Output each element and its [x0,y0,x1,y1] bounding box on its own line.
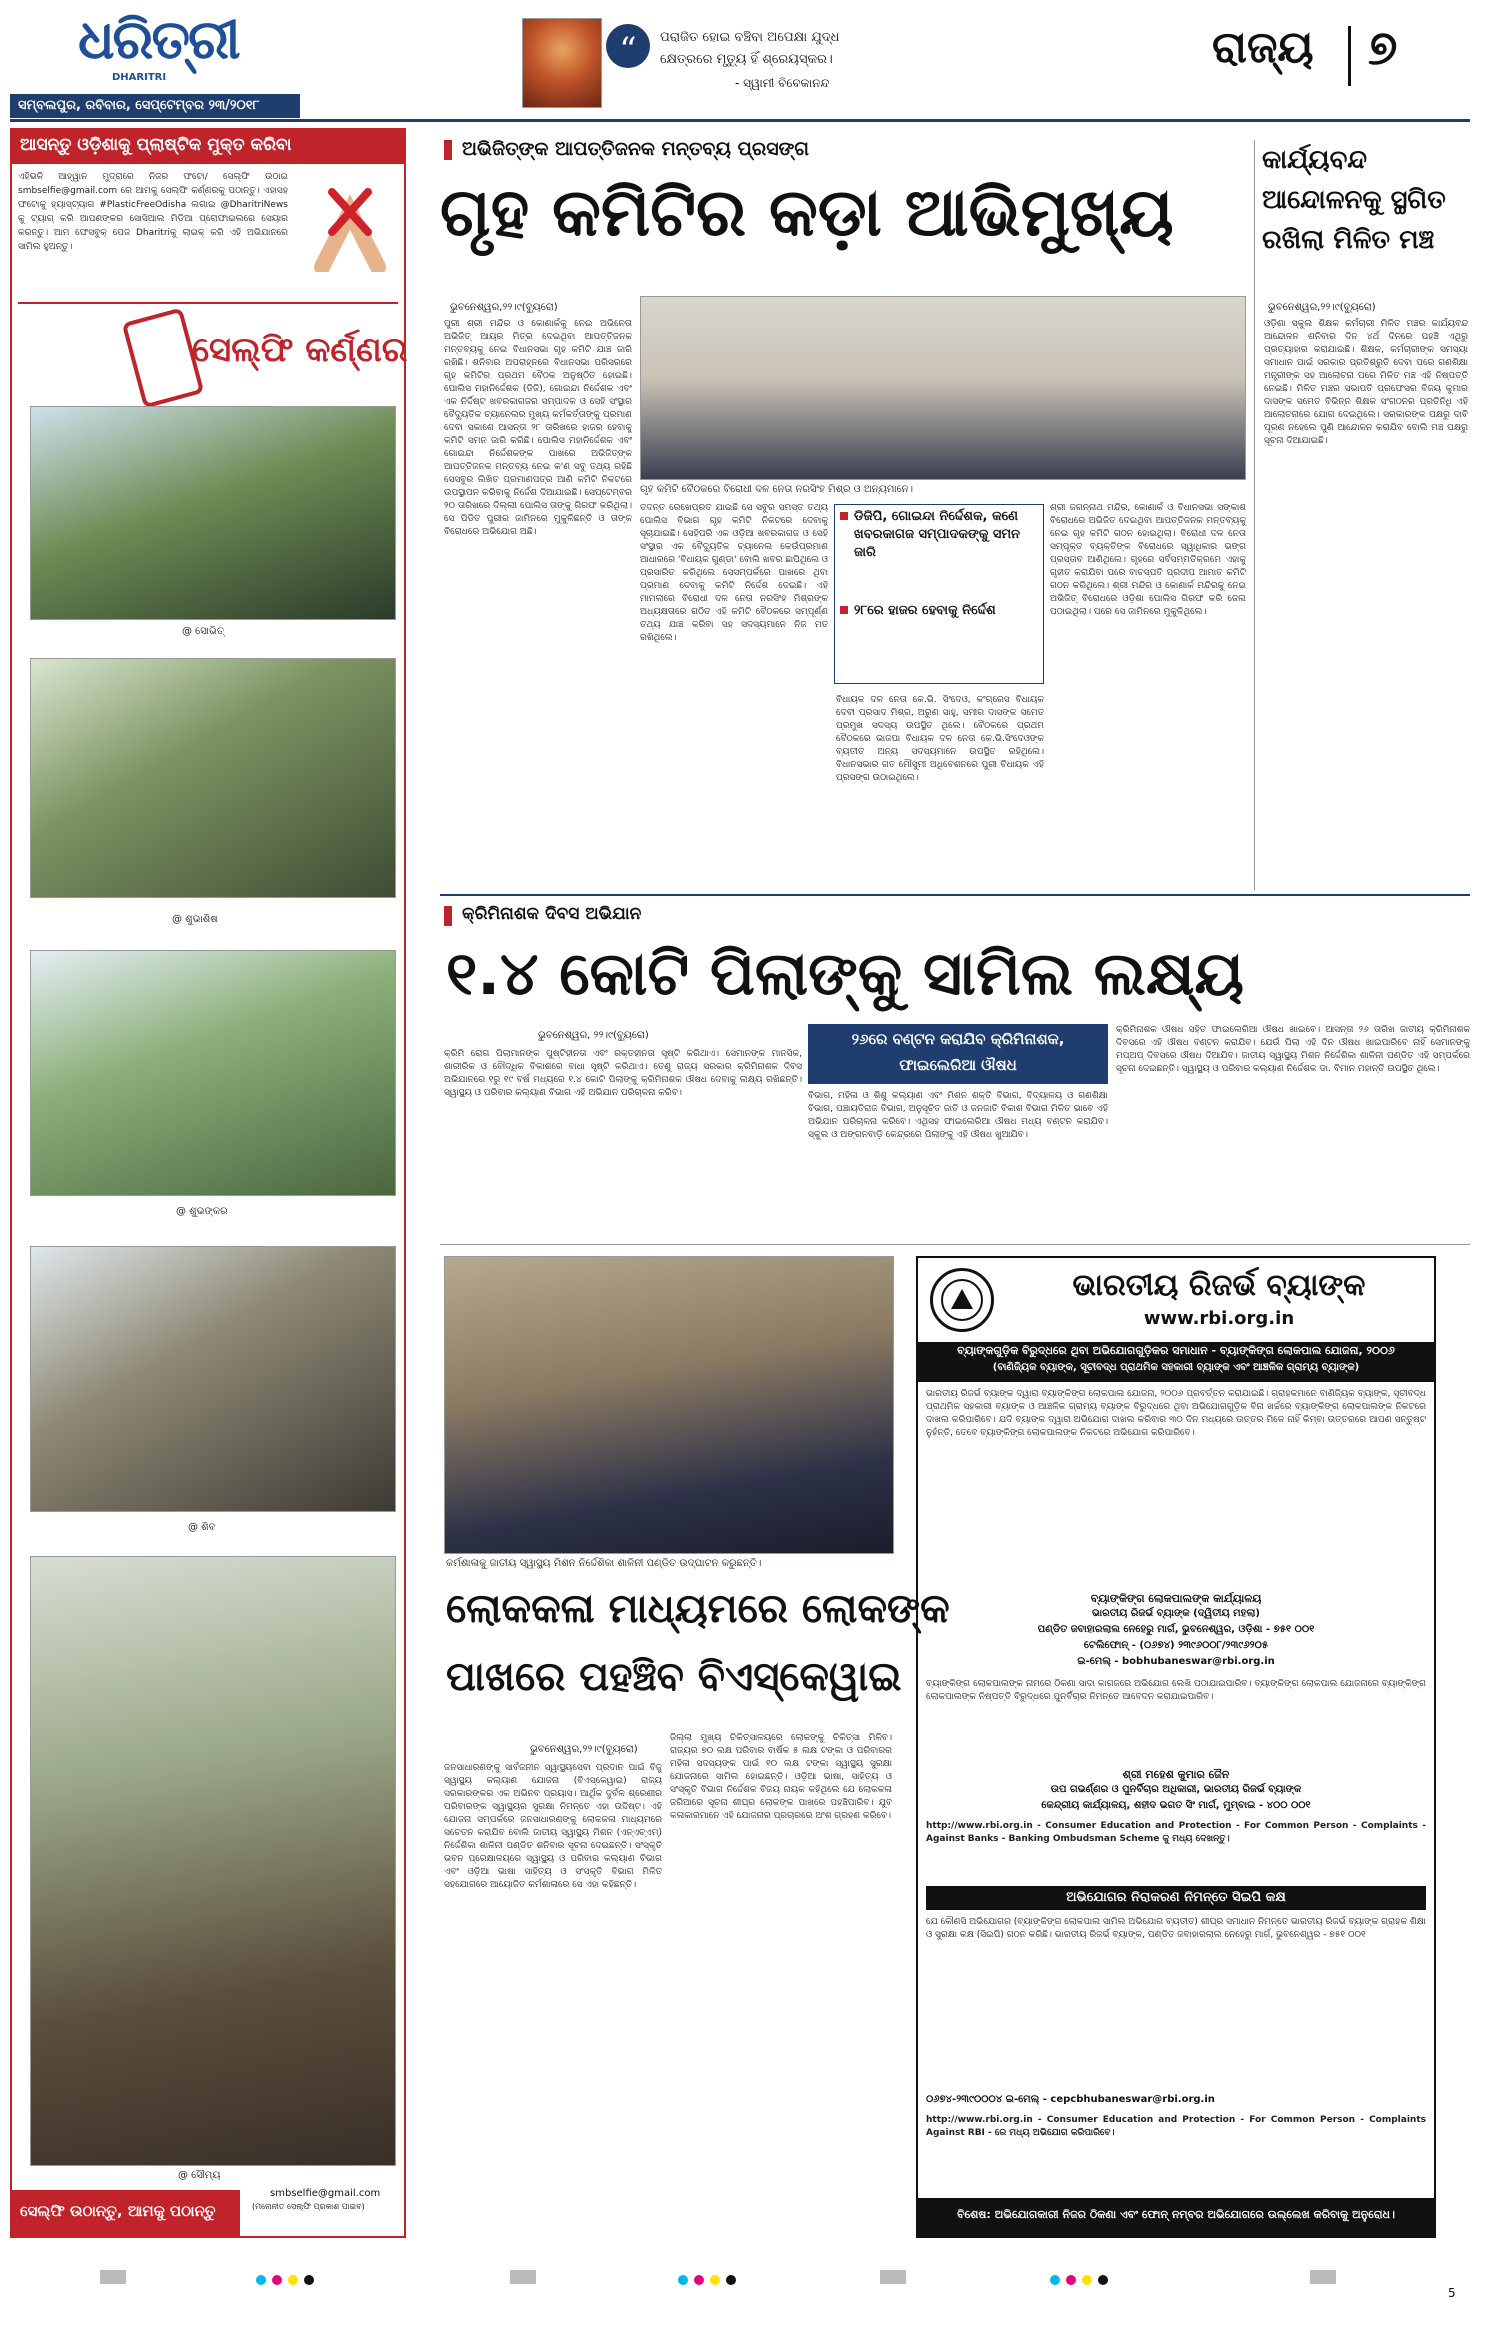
rbi-url: www.rbi.org.in [1143,1308,1295,1329]
story2-kicker-bar [444,906,452,926]
story1-photo-caption: ଗୃହ କମିଟି ବୈଠକରେ ବିରୋଧୀ ଦଳ ନେତା ନରସିଂହ ମିଶ୍ର ଓ ଅନ୍ୟମାନେ। [640,484,914,495]
rbi-subtitle-2: (ବାଣିଜ୍ୟିକ ବ୍ୟାଙ୍କ, ସୂଚୀବଦ୍ଧ ପ୍ରାଥମିକ ସହକାରୀ ବ୍ୟାଙ୍କ ଏବଂ ଆଞ୍ଚଳିକ ଗ୍ରାମ୍ୟ ବ୍ୟାଙ୍କ) [992,1362,1360,1373]
print-color-dots-2 [678,2270,742,2289]
rbi-office-phone: ଟେଲିଫୋନ୍ - (୦୬୭୪) ୨୩୯୬୦୦୮/୨୩୯୬୨୦୫ [1083,1640,1269,1651]
story1-col4: ଶ୍ରୀ ଜଗନ୍ନାଥ ମନ୍ଦିର, କୋଣାର୍କ ଓ ବିଧାନସଭା ସଙ୍କାଶ ବିରୋଧରେ ଅଭିଜିତ ଦେଇଥିବା ଆପତ୍ତିଜନକ ମନ୍ତବ୍ୟକୁ ନେଇ ଗୃହ କମିଟି ଗଠନ ହୋଇଥିଲା। ବିରୋଧୀ ଦଳ ନେତା ସମ୍ପୃକ୍ତ ବ୍ୟକ୍ତିଙ୍କ ବିରୋଧରେ ସ୍ୱାଧିକାର ଭଙ୍ଗ ପ୍ରସ୍ତାବ ଆଣିଥିଲେ। ଗୃହରେ ସର୍ବସମ୍ମତିକ୍ରମେ ଏହାକୁ ଗୃହୀତ କରାଯିବା ପରେ ବାଚସ୍ପତି ପ୍ରଦୀପ ଆମାତ କମିଟି ଗଠନ କରିଥିଲେ। ଶ୍ରୀ ମନ୍ଦିର ଓ କୋଣାର୍କ ମନ୍ଦିରକୁ ନେଇ ଅଭିଜିତ୍ ବିରୋଧରେ ଓଡ଼ିଶା ପୋଲିସ ଗିରଫ କରି ଜେଲ ପଠାଇଥିଲା। ପରେ ସେ ଜାମିନରେ ମୁକୁଳିଥିଲେ। [1050,503,1246,617]
rbi-officer-title: ଉପ ଗଭର୍ଣ୍ଣର ଓ ପୁନର୍ବିଚାର ଅଧିକାରୀ, ଭାରତୀୟ ରିଜର୍ଭ ବ୍ୟାଙ୍କ [1050,1784,1302,1795]
story2-highlight-2: ଫାଇଲେରିଆ ଔଷଧ [899,1056,1017,1074]
print-footer [0,2260,1500,2320]
masthead [0,0,1500,120]
sidebar-header-rule [18,302,398,304]
selfie-caption-5: @ ସୌମ୍ୟ [178,2170,221,2181]
rbi-office-addr: ପଣ୍ଡିତ ଜବାହାରଲାଲ ନେହେରୁ ମାର୍ଗ, ଭୁବନେଶ୍ୱର, ଓଡ଼ିଶା - ୭୫୧ ୦୦୧ [1037,1624,1315,1635]
rbi-cell-text: ଯେ କୌଣସି ଅଭିଯୋଗର (ବ୍ୟାଙ୍କିଙ୍ଗ ଲୋକପାଲ ସାମିଲ ଅଭିଯୋଗ ବ୍ୟତୀତ) ଶୀଘ୍ର ସମାଧାନ ନିମନ୍ତେ ଭାରତୀୟ ରିଜର୍ଭ ବ୍ୟାଙ୍କ ଗ୍ରାହକ ଶିକ୍ଷା ଓ ସୁରକ୍ଷା କକ୍ଷ (ସିଇପି) ଗଠନ କରିଛି। ଭାରତୀୟ ରିଜର୍ଭ ବ୍ୟାଙ୍କ, ପଣ୍ଡିତ ଜବାହାରଲାଲ ନେହେରୁ ମାର୍ଗ, ଭୁବନେଶ୍ୱର - ୭୫୧ ୦୦୧ [926,1917,1426,1940]
print-page-number: 5 [1448,2286,1456,2300]
story1-point-2: ୨୮ରେ ହାଜର ହେବାକୁ ନିର୍ଦ୍ଦେଶ [854,603,996,618]
selfie-caption-4: @ ଶିବ [188,1522,216,1533]
selfie-photo-1 [30,406,396,620]
sidebar-footer-note: (ମନୋନୀତ ସେଲ୍ଫି ପ୍ରକାଶ ପାଇବ) [252,2202,365,2211]
rbi-office-email[interactable]: ଇ-ମେଲ୍ - bobhubaneswar@rbi.org.in [1077,1656,1275,1667]
rbi-title: ଭାରତୀୟ ରିଜର୍ଭ ବ୍ୟାଙ୍କ [1072,1268,1366,1303]
print-color-dots-3 [1050,2270,1114,2289]
sidebar-banner-text: ଏହିଭଳି ଆହ୍ୱାନ ମୁଦ୍ରାରେ ନିଜର ଫଟୋ/ ସେଲ୍ଫି ଉଠାଇ smbselfie@gmail.com ରେ ଆମକୁ ସେଲ୍ଫି କର୍ଣ୍ଣରକୁ ପଠାନ୍ତୁ। ଏହାସହ ଫଟୋକୁ ହ୍ୟାସ୍‌ଟ୍ୟାଗ #PlasticFreeOdisha ଲଗାଇ @DharitriNews କୁ ଟ୍ୟାଗ୍ କରି ଆପଣଙ୍କର ସୋସିଆଲ ମିଡିଆ ପ୍ରୋଫାଇଲରେ ସେୟାର କରନ୍ତୁ। ଆମ ଫେସବୁକ୍ ପେଜ Dharitriକୁ ଲାଇକ୍ କରି ଏହି ଅଭିଯାନରେ ସାମିଲ ହୁଅନ୍ତୁ। [18,172,288,252]
rbi-intro: ଭାରତୀୟ ରିଜର୍ଭ ବ୍ୟାଙ୍କ ଦ୍ୱାରା ବ୍ୟାଙ୍କିଙ୍ଗ ଲୋକପାଲ ଯୋଜନା, ୨୦୦୬ ପ୍ରବର୍ତ୍ତନ କରାଯାଇଛି। ଗ୍ରାହକମାନେ ବାଣିଜ୍ୟିକ ବ୍ୟାଙ୍କ, ସୂଚୀବଦ୍ଧ ପ୍ରାଥମିକ ସହକାରୀ ବ୍ୟାଙ୍କ ଓ ଆଞ୍ଚଳିକ ଗ୍ରାମ୍ୟ ବ୍ୟାଙ୍କ ବିରୁଦ୍ଧରେ ଥିବା ଅଭିଯୋଗଗୁଡ଼ିକ ବିନା ଖର୍ଚ୍ଚରେ ବ୍ୟାଙ୍କିଙ୍ଗ ଲୋକପାଲଙ୍କ ନିକଟରେ ଦାଖଲ କରିପାରିବେ। ଯଦି ବ୍ୟାଙ୍କ ଦ୍ୱାରା ଅଭିଯୋଗ ଦାଖଲ କରିବାର ୩୦ ଦିନ ମଧ୍ୟରେ ଉତ୍ତର ମିଳେ ନାହିଁ କିମ୍ବା ଉତ୍ତରରେ ଆପଣ ସନ୍ତୁଷ୍ଟ ନୁହଁନ୍ତି, ତେବେ ବ୍ୟାଙ୍କିଙ୍ଗ ଲୋକପାଲଙ୍କ ନିକଟରେ ଅଭିଯୋଗ କରିପାରିବେ। [926,1389,1426,1438]
story1-bottom-rule [440,894,1470,896]
story2-dateline: ଭୁବନେଶ୍ୱର, ୨୨।୯(ବ୍ୟୁରୋ) [538,1030,649,1041]
story1-headline: ଗୃହ କମିଟିର କଡ଼ା ଆଭିମୁଖ୍ୟ [440,174,1174,251]
selfie-photo-5 [30,1556,396,2166]
story2-bottom-rule [440,1244,1470,1245]
story2-kicker: କ୍ରିମିନାଶକ ଦିବସ ଅଭିଯାନ [462,904,642,924]
rbi-officer-addr: କେନ୍ଦ୍ରୀୟ କାର୍ଯ୍ୟାଳୟ, ଶହୀଦ ଭଗତ ସିଂ ମାର୍ଗ, ମୁମ୍ବାଇ - ୪୦୦ ୦୦୧ [1041,1800,1311,1811]
vivekananda-portrait [522,18,602,108]
rbi-footer: ବିଶେଷ: ଅଭିଯୋଗକାରୀ ନିଜର ଠିକଣା ଏବଂ ଫୋନ୍ ନମ୍ବର ଅଭିଯୋଗରେ ଉଲ୍ଲେଖ କରିବାକୁ ଅନୁରୋଧ। [957,2208,1395,2221]
story1-point-marker-1 [840,512,848,520]
story2-col2: ବିଭାଗ, ମହିଳା ଓ ଶିଶୁ କଲ୍ୟାଣ ଏବଂ ମିଶନ ଶକ୍ତି ବିଭାଗ, ବିଦ୍ୟାଳୟ ଓ ଗଣଶିକ୍ଷା ବିଭାଗ, ପଞ୍ଚାୟତିରାଜ ବିଭାଗ, ଅନୁସୂଚିତ ଜାତି ଓ ଜନଜାତି ବିକାଶ ବିଭାଗ ମିଳିତ ଭାବେ ଏହି ଅଭିଯାନ ପରିଚାଳନା କରିବେ। ଏଥିସହ ଫାଇଲେରିଆ ଔଷଧ ମଧ୍ୟ ବଣ୍ଟନ କରାଯିବ। ସ୍କୁଲ ଓ ଅଙ୍ଗନବାଡ଼ି କେନ୍ଦ୍ରରେ ପିଲାଙ୍କୁ ଏହି ଔଷଧ ଖୁଆଯିବ। [808,1091,1108,1140]
print-grey-mark-4 [1310,2270,1336,2284]
story3-photo [444,1256,894,1554]
print-grey-mark-3 [880,2270,906,2284]
selfie-caption-2: @ ଶୁଭାଶିଷ [172,914,218,925]
sidebar-footer-email: smbselfie@gmail.com [270,2188,381,2199]
story1-point-1: ଡିଜିପି, ଗୋଇନ୍ଦା ନିର୍ଦ୍ଦେଶକ, କଣେ ଖବରକାଗଜ ସମ୍ପାଦକଙ୍କୁ ସମନ ଜାରି [854,509,1021,560]
logo-sub: DHARITRI [112,72,167,83]
rbi-office-sub: ଭାରତୀୟ ରିଜର୍ଭ ବ୍ୟାଙ୍କ (ଦ୍ୱିତୀୟ ମହଲା) [1092,1608,1260,1619]
side-story-divider [1254,140,1255,890]
page-number: ୭ [1368,20,1398,76]
rbi-cell-contact[interactable]: ୦୬୭୪-୨୩୯୦୦୦୪ ଇ-ମେଲ୍ - cepcbhubaneswar@rbi.org.in [926,2094,1215,2105]
selfie-photo-4 [30,1246,396,1512]
page-number-divider [1348,26,1351,86]
quote-icon: “ [606,24,650,68]
sidebar [10,128,406,2238]
side-story-text: ଓଡ଼ିଶା ସ୍କୁଲ ଶିକ୍ଷକ କର୍ମଚାରୀ ମିଳିତ ମଞ୍ଚର କାର୍ଯ୍ୟବନ୍ଦ ଆନ୍ଦୋଳନ ଶନିବାର ଦିନ ୪ର୍ଥ ଦିନରେ ପହଞ୍ଚି ଏଥିରୁ ପ୍ରତ୍ୟାହାର କରାଯାଇଛି। ଶିକ୍ଷକ, କର୍ମଚାରୀଙ୍କ ସମସ୍ୟା ସମାଧାନ ପାଇଁ ସରକାର ପ୍ରତିଶ୍ରୁତି ଦେବା ପରେ ଗଣଶିକ୍ଷା ମନ୍ତ୍ରୀଙ୍କ ସହ ଆଲୋଚନା ପରେ ମିଳିତ ମଞ୍ଚ ଏହି ନିଷ୍ପତ୍ତି ନେଇଛି। ମିଳିତ ମଞ୍ଚର ସଭାପତି ପ୍ରଫେସର ବିଜୟ କୁମାର ଦାସଙ୍କ ସମେତ ବିଭିନ୍ନ ଶିକ୍ଷକ ସଂଗଠନର ପ୍ରତିନିଧି ଏହି ଆଲୋଚନାରେ ଯୋଗ ଦେଇଥିଲେ। ସରକାରଙ୍କ ପକ୍ଷରୁ ଦାବି ପୂରଣ ନହେଲେ ପୁଣି ଆନ୍ଦୋଳନ କରାଯିବ ବୋଲି ମଞ୍ଚ ପକ୍ଷରୁ ସୂଚନା ଦିଆଯାଇଛି। [1264,319,1468,446]
story1-col1: ପୁରୀ ଶ୍ରୀ ମନ୍ଦିର ଓ କୋଣାର୍କକୁ ନେଇ ଅଭିନେତା ଅଭିଜିତ୍ ଆୟର ମିତ୍ର ଦେଇଥିବା ଆପତ୍ତିଜନକ ମନ୍ତବ୍ୟକୁ ନେଇ ବିଧାନସଭା ଗୃହ କମିଟି ଯାଞ୍ଚ ଜାରି ରଖିଛି। ଶନିବାର ଅପରାହ୍ନରେ ବିଧାନସଭା ପରିସରରେ ଗୃହ କମିଟିର ପ୍ରଥମ ବୈଠକ ଅନୁଷ୍ଠିତ ହୋଇଛି। ପୋଲିସ ମହାନିର୍ଦ୍ଦେଶକ (ଡିଜି), ଗୋଇନ୍ଦା ନିର୍ଦ୍ଦେଶକ ଏବଂ ଏକ ନିର୍ଦ୍ଦିଷ୍ଟ ଖବରକାଗଜର ସମ୍ପାଦକ ଓ ସେହି ସଂସ୍ଥାର ବୈଦ୍ୟୁତିକ ଚ୍ୟାନେଲର ମୁଖ୍ୟ କର୍ମକର୍ତ୍ତାଙ୍କୁ ପ୍ରମାଣ ଦେବା ସକାଶେ ଆସନ୍ତା ୨୮ ତାରିଖରେ ହାଜର ହେବାକୁ କମିଟି ସମନ ଜାରି କରିଛି। ପୋଲିସ ମହାନିର୍ଦ୍ଦେଶକ ଏବଂ ଗୋଇନ୍ଦା ନିର୍ଦ୍ଦେଶକଙ୍କ ପାଖରେ ଅଭିଜିତ୍‌ଙ୍କ ଆପତ୍ତିଜନକ ମନ୍ତବ୍ୟ ନେଇ କ'ଣ ସବୁ ତଥ୍ୟ ରହିଛି ସେସବୁର ଲିଖିତ ପ୍ରମାଣପତ୍ର ଆଣି କମିଟି ନିକଟରେ ଉପସ୍ଥାପନ କରିବାକୁ ନିର୍ଦ୍ଦେଶ ଦିଆଯାଇଛି। ସେପ୍ଟେମ୍ବର ୨୦ ତାରିଖରେ ଦିଲ୍ଲୀ ପୋଲିସ ତାଙ୍କୁ ଗିରଫ କରିଥିଲା। ସେ ପିଡିତ ପୁରୀର ଜାମିନରେ ମୁକୁଳିଛନ୍ତି ଓ ତାଙ୍କ ବିରୋଧରେ ଅଭିଯୋଗ ଅଛି। [444,319,632,537]
print-color-dots-1 [256,2270,320,2289]
story1-kicker: ଅଭିଜିତ୍‌ଙ୍କ ଆପତ୍ତିଜନକ ମନ୍ତବ୍ୟ ପ୍ରସଙ୍ଗ [462,138,810,160]
sidebar-banner-title: ଆସନ୍ତୁ ଓଡ଼ିଶାକୁ ପ୍ଲାଷ୍ଟିକ ମୁକ୍ତ କରିବା [20,135,292,155]
fingers-icon [302,172,398,272]
sidebar-footer-cta: ସେଲ୍ଫି ଉଠାନ୍ତୁ, ଆମକୁ ପଠାନ୍ତୁ [20,2202,216,2220]
rbi-body-2: ବ୍ୟାଙ୍କିଙ୍ଗ ଲୋକପାଲଙ୍କ ନାମରେ ଠିକଣା ସାଦା କାଗଜରେ ଅଭିଯୋଗ ଲେଖି ପଠାଯାଇପାରିବ। ବ୍ୟାଙ୍କିଙ୍ଗ ଲୋକପାଲ ଯୋଜନାରେ ବ୍ୟାଙ୍କିଙ୍ଗ ଲୋକପାଲଙ୍କ ନିଷ୍ପତ୍ତି ବିରୁଦ୍ଧରେ ପୁନର୍ବିଚାର ନିମନ୍ତେ ଆବେଦନ କରାଯାଇପାରିବ। [926,1679,1426,1702]
story2-col3: କ୍ରିମିନାଶକ ଔଷଧ ସହିତ ଫାଇଲେରିଆ ଔଷଧ ଖାଇବେ। ଆସନ୍ତା ୨୬ ତାରିଖ ଜାତୀୟ କ୍ରିମିନାଶକ ଦିବସରେ ଏହି ଔଷଧ ବଣ୍ଟନ କରାଯିବ। ଯେଉଁ ପିଲା ଏହି ଦିନ ଔଷଧ ଖାଇପାରିବେ ନାହିଁ ସେମାନଙ୍କୁ ମପ୍‌ଅପ୍ ଦିବସରେ ଔଷଧ ଦିଆଯିବ। ଜାତୀୟ ସ୍ୱାସ୍ଥ୍ୟ ମିଶନ ନିର୍ଦ୍ଦେଶିକା ଶାଳିନୀ ପଣ୍ଡିତ ଏହି ସମ୍ପର୍କରେ ସୂଚନା ଦେଇଛନ୍ତି। ସ୍ୱାସ୍ଥ୍ୟ ଓ ପରିବାର କଲ୍ୟାଣ ନିର୍ଦ୍ଦେଶକ ଡା. ବିମାନ ମହାନ୍ତି ଉପସ୍ଥିତ ଥିଲେ। [1116,1025,1470,1074]
masthead-rule [10,119,1470,122]
rbi-officer-name: ଶ୍ରୀ ମହେଶ କୁମାର ଜୈନ [1122,1768,1230,1781]
story1-col2: ତଦନ୍ତ ରେଖେପ୍ରତ ଯାଇଛି ସେ ସବୁର ସମସ୍ତ ତଥ୍ୟ ପୋଲିସ ବିଭାଗ ଗୃହ କମିଟି ନିକଟରେ ଦେବାକୁ ସୂଚାଯାଇଛି। ସେହିପରି ଏକ ଓଡ଼ିଆ ଖବରକାଗଜ ଓ ସେହି ସଂସ୍ଥାର ଏକ ବୈଦ୍ୟୁତିକ ଚ୍ୟାନେଲ କେଉଁପ୍ରମାଣ ଆଧାରରେ 'ବିଧାୟକ ଗୁଣ୍ଡା' ବୋଲି ଖବର ଛାପିଥିଲେ ଓ ପ୍ରସାରିତ କରିଥିଲେ ସେସମ୍ପର୍କରେ ପାଖରେ ଥିବା ପ୍ରମାଣ ଦେବାକୁ କମିଟି ନିର୍ଦ୍ଦେଶ ଦେଇଛି। ଏହି ମାମଲାରେ ବିରୋଧୀ ଦଳ ନେତା ନରସିଂହ ମିଶ୍ରଙ୍କ ଅଧ୍ୟକ୍ଷତାରେ ଗଠିତ ଏହି କମିଟି ବୈଠକରେ ସମ୍ପୂର୍ଣ୍ଣ ତଥ୍ୟ ଯାଞ୍ଚ କରିବା ସହ ସଦସ୍ୟମାନେ ନିଜ ମତ ରଖିଥିଲେ। [640,503,828,643]
quote-author: - ସ୍ୱାମୀ ବିବେକାନନ୍ଦ [735,76,830,90]
story1-col3: ବିଧାୟକ ଦଳ ନେତା କେ.ଭି. ସିଂଦେଓ, କଂଗ୍ରେସ ବିଧାୟକ ଦେବୀ ପ୍ରସାଦ ମିଶ୍ର, ଅରୁଣ ସାହୁ, ସମୀର ଦାସଙ୍କ ସମେତ ପ୍ରମୁଖ ସଦସ୍ୟ ଉପସ୍ଥିତ ଥିଲେ। ବୈଠକରେ ପ୍ରଥମ ବୈଠକରେ ଭାଜପା ବିଧାୟକ ଦଳ ନେତା କେ.ଭି.ସିଂଦେଓଙ୍କ ବ୍ୟତୀତ ଅନ୍ୟ ସଦସ୍ୟମାନେ ଉପସ୍ଥିତ ରହିଥିଲେ। ବିଧାନସଭାର ଗତ ମୌସୁମୀ ଅଧିବେଶନରେ ପୁରୀ ବିଧାୟକ ଏହି ପ୍ରସଙ୍ଗ ଉଠାଇଥିଲେ। [836,695,1044,783]
side-story-headline: କାର୍ଯ୍ୟବନ୍ଦ ଆନ୍ଦୋଳନକୁ ସ୍ଥଗିତ ରଖିଲା ମିଳିତ ମଞ୍ଚ [1262,145,1446,255]
story1-point-marker-2 [840,606,848,614]
rbi-office-heading: ବ୍ୟାଙ୍କିଙ୍ଗ ଲୋକପାଲଙ୍କ କାର୍ଯ୍ୟାଳୟ [1090,1592,1262,1605]
story3-col1: ଜନସାଧାରଣଙ୍କୁ ସାର୍ବଜନୀନ ସ୍ୱାସ୍ଥ୍ୟସେବା ପ୍ରଦାନ ପାଇଁ ବିଜୁ ସ୍ୱାସ୍ଥ୍ୟ କଲ୍ୟାଣ ଯୋଜନା (ବିଏସ୍‌କେୱାଇ) ରାଜ୍ୟ ସରକାରଙ୍କର ଏକ ଅଭିନବ ପ୍ରୟାସ। ଆର୍ଥିକ ଦୁର୍ବଳ ଶ୍ରେଣୀର ପରିବାରଙ୍କ ସ୍ୱାସ୍ଥ୍ୟର ସୁରକ୍ଷା ନିମନ୍ତେ ଏହା ଉଦ୍ଦିଷ୍ଟ। ଏହି ଯୋଜନା ସମ୍ପର୍କରେ ଜନସାଧାରଣଙ୍କୁ ଲୋକକଳା ମାଧ୍ୟମରେ ସଚେତନ କରାଯିବ ବୋଲି ଜାତୀୟ ସ୍ୱାସ୍ଥ୍ୟ ମିଶନ (ଏନ୍‌ଏଚ୍‌ଏମ୍) ନିର୍ଦ୍ଦେଶିକା ଶାଳିନୀ ପଣ୍ଡିତ ଶନିବାର ସୂଚନା ଦେଇଛନ୍ତି। ସଂସ୍କୃତି ଭବନ ପ୍ରେକ୍ଷାଳୟରେ ସ୍ୱାସ୍ଥ୍ୟ ଓ ପରିବାର କଲ୍ୟାଣ ବିଭାଗ ଏବଂ ଓଡ଼ିଆ ଭାଷା ସାହିତ୍ୟ ଓ ସଂସ୍କୃତି ବିଭାଗ ମିଳିତ ସହଯୋଗରେ ଆୟୋଜିତ କର୍ମଶାଳାରେ ସେ ଏହା କହିଛନ୍ତି। [444,1763,662,1890]
selfie-photo-2 [30,658,396,898]
story3-col2: ଜିଲ୍ଲା ମୁଖ୍ୟ ଚିକିତ୍ସାଳୟରେ ଲୋକଙ୍କୁ ଚିକିତ୍ସା ମିଳିବ। ରାଜ୍ୟର ୭୦ ଲକ୍ଷ ପରିବାର ବାର୍ଷିକ ୫ ଲକ୍ଷ ଟଙ୍କା ଓ ପରିବାରର ମହିଳା ସଦସ୍ୟଙ୍କ ପାଇଁ ୧୦ ଲକ୍ଷ ଟଙ୍କା ସ୍ୱାସ୍ଥ୍ୟ ସୁରକ୍ଷା ଯୋଜନାରେ ସାମିଲ ହୋଇଛନ୍ତି। ଓଡ଼ିଆ ଭାଷା, ସାହିତ୍ୟ ଓ ସଂସ୍କୃତି ବିଭାଗ ନିର୍ଦ୍ଦେଶକ ବିଜୟ ନାୟକ କହିଥିଲେ ଯେ ଲୋକକଳା ଜରିଆରେ ସୂଚନା ଶୀଘ୍ର ଲୋକଙ୍କ ପାଖରେ ପହଞ୍ଚିପାରିବ। ଯୁବ କଳାକାରମାନେ ଏହି ଯୋଜନାର ପ୍ରଚାରରେ ଅଂଶ ଗ୍ରହଣ କରିବେ। [670,1733,892,1821]
story1-photo [640,296,1246,480]
side-story-dateline: ଭୁବନେଶ୍ୱର,୨୨।୯(ବ୍ୟୁରୋ) [1268,302,1376,313]
logo: ଧରିତ୍ରୀ [78,8,239,71]
rbi-cell-heading: ଅଭିଯୋଗର ନିରାକରଣ ନିମନ୍ତେ ସିଇପି କକ୍ଷ [1066,1890,1286,1905]
story3-headline-1: ଲୋକକଳା ମାଧ୍ୟମରେ ଲୋକଙ୍କ [446,1586,950,1632]
selfie-caption-3: @ ଶୁଭଙ୍କର [176,1206,228,1217]
story1-kicker-bar [444,140,452,160]
story3-photo-caption: କର୍ମଶାଳାକୁ ଜାତୀୟ ସ୍ୱାସ୍ଥ୍ୟ ମିଶନ ନିର୍ଦ୍ଦେଶିକା ଶାଳିନୀ ପଣ୍ଡିତ ଉଦ୍‌ଘାଟନ କରୁଛନ୍ତି। [446,1558,762,1569]
rbi-web-text[interactable]: http://www.rbi.org.in - Consumer Education and Protection - For Common Person - Complaints - Against Banks - Banking Ombudsman Scheme କୁ ମଧ୍ୟ ଦେଖନ୍ତୁ। [926,1821,1426,1844]
quote-line-2: କ୍ଷେତ୍ରରେ ମୃତ୍ୟୁ ହିଁ ଶ୍ରେୟସ୍କର। [660,52,833,67]
rbi-web-2[interactable]: http://www.rbi.org.in - Consumer Education and Protection - For Common Person - Complaints Against RBI - ରେ ମଧ୍ୟ ଅଭିଯୋଗ କରିପାରିବେ। [926,2115,1426,2138]
section-title: ରାଜ୍ୟ [1212,22,1314,73]
story2-headline: ୧.୪ କୋଟି ପିଲାଙ୍କୁ ସାମିଲ ଲକ୍ଷ୍ୟ [446,939,1244,1009]
rbi-seal-icon [930,1268,994,1332]
story2-col1: କ୍ରିମି ରୋଗ ପିଲାମାନଙ୍କ ପୁଷ୍ଟିହୀନତା ଏବଂ ରକ୍ତହୀନତା ସୃଷ୍ଟି କରିଥାଏ। ସେମାନଙ୍କ ମାନସିକ, ଶାରୀରିକ ଓ ବୌଦ୍ଧିକ ବିକାଶରେ ବାଧା ସୃଷ୍ଟି କରିଥାଏ। ତେଣୁ ରାଜ୍ୟ ସରକାର କ୍ରିମିନାଶକ ଦିବସ ଅଭିଯାନରେ ୧ରୁ ୧୯ ବର୍ଷ ମଧ୍ୟରେ ୧.୪ କୋଟି ପିଲାଙ୍କୁ କ୍ରିମିନାଶକ ଔଷଧ ଦେବାକୁ ଲକ୍ଷ୍ୟ ରଖିଛନ୍ତି। ସ୍ୱାସ୍ଥ୍ୟ ଓ ପରିବାର କଲ୍ୟାଣ ବିଭାଗ ଏହି ଅଭିଯାନ ପରିଚାଳନା କରିବ। [444,1049,802,1098]
story1-dateline: ଭୁବନେଶ୍ୱର,୨୨।୯(ବ୍ୟୁରୋ) [450,302,558,313]
story3-dateline: ଭୁବନେଶ୍ୱର,୨୨।୯(ବ୍ୟୁରୋ) [530,1744,638,1755]
dateline: ସମ୍ବଲପୁର, ରବିବାର, ସେପ୍ଟେମ୍ବର ୨୩/୨୦୧୮ [18,98,260,113]
quote-line-1: ପରାଜିତ ହୋଇ ବଞ୍ଚିବା ଅପେକ୍ଷା ଯୁଦ୍ଧ [660,30,840,45]
story2-highlight-1: ୨୬ରେ ବଣ୍ଟନ କରାଯିବ କ୍ରିମିନାଶକ, [851,1030,1065,1048]
story3-headline-2: ପାଖରେ ପହଞ୍ଚିବ ବିଏସ୍‌କେୱାଇ [446,1654,902,1700]
rbi-subtitle: ବ୍ୟାଙ୍କଗୁଡ଼ିକ ବିରୁଦ୍ଧରେ ଥିବା ଅଭିଯୋଗଗୁଡ଼ିକର ସମାଧାନ - ବ୍ୟାଙ୍କିଙ୍ଗ ଲୋକପାଲ ଯୋଜନା, ୨୦୦୬ [957,1344,1395,1357]
rbi-ad [916,1256,1436,2238]
print-grey-mark-1 [100,2270,126,2284]
selfie-caption-1: @ ସୋଭିତ୍ [182,626,224,637]
selfie-photo-3 [30,950,396,1196]
print-grey-mark-2 [510,2270,536,2284]
corner-title: ସେଲ୍ଫି କର୍ଣ୍ଣର [192,330,408,370]
